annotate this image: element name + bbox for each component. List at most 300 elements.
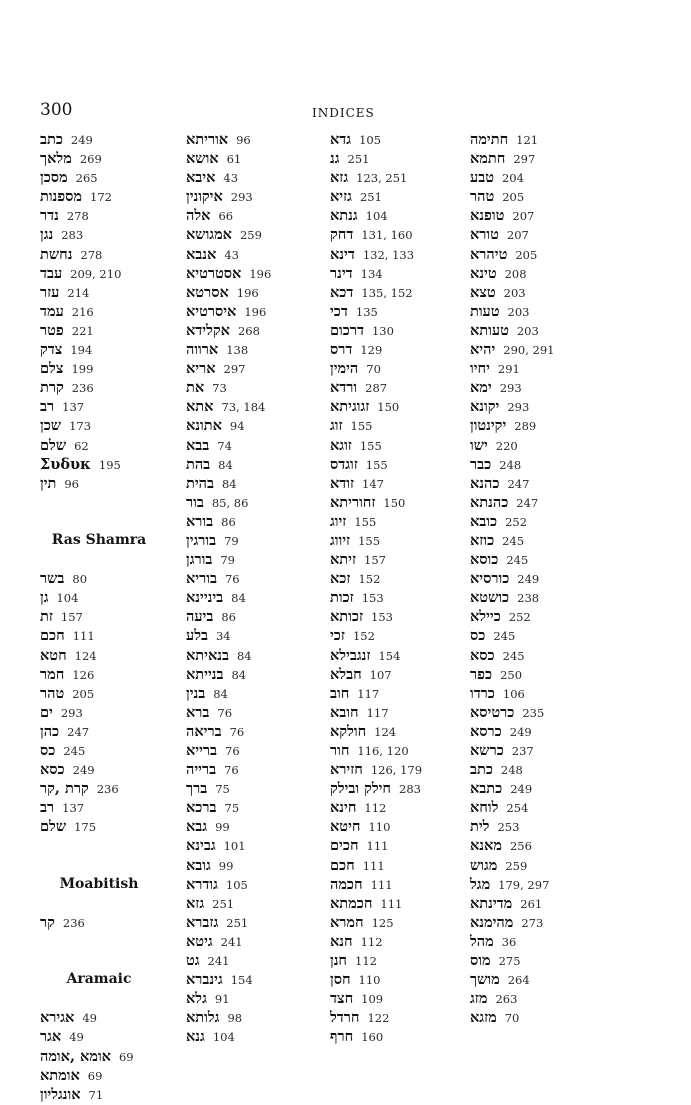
- page-reference: 124: [74, 648, 97, 663]
- page-reference: 80: [72, 572, 88, 587]
- index-word: איקונין: [186, 188, 223, 206]
- index-entry: [330, 817, 465, 836]
- index-entry: [186, 665, 318, 684]
- page-reference: 126, 179: [370, 763, 423, 778]
- page-reference: 252: [508, 610, 531, 625]
- index-entry: [470, 302, 605, 321]
- index-entry: [40, 321, 158, 340]
- index-word: כבר: [470, 455, 492, 473]
- index-entry: [470, 474, 605, 493]
- index-entry: [186, 684, 318, 703]
- index-entry: [186, 225, 318, 244]
- index-word: ברייא: [186, 742, 218, 759]
- index-column-4: [470, 130, 605, 1027]
- page-reference: 196: [236, 285, 259, 300]
- index-word: בלע: [186, 627, 208, 645]
- page-reference: 263: [495, 992, 518, 1007]
- index-word: חכמתא: [330, 894, 373, 912]
- page-reference: 153: [361, 591, 384, 606]
- page-reference: 237: [511, 744, 534, 758]
- page-reference: 203: [516, 323, 539, 338]
- index-word: גן: [40, 589, 49, 607]
- index-word: זנגבילא: [330, 646, 371, 664]
- index-entry: [330, 321, 465, 340]
- page-reference: 43: [223, 171, 239, 186]
- index-entry: [330, 512, 465, 531]
- index-entry: [470, 245, 605, 264]
- index-entry: [470, 455, 605, 474]
- index-entry: [186, 1008, 318, 1027]
- index-entry: [330, 932, 465, 951]
- page-reference: 160: [361, 1030, 384, 1045]
- page-reference: 150: [383, 495, 406, 510]
- index-entry: [330, 798, 465, 817]
- index-entry: [40, 264, 158, 283]
- index-word: תין: [40, 474, 57, 492]
- page-reference: 203: [507, 304, 530, 319]
- index-word: חובא: [330, 703, 359, 721]
- page-reference: 76: [217, 705, 233, 720]
- page-reference: 117: [366, 705, 389, 720]
- index-word: חכם: [330, 856, 355, 874]
- page-reference: 273: [521, 915, 544, 930]
- page-reference: 249: [70, 133, 93, 147]
- index-word: אתונא: [186, 417, 222, 435]
- index-word: אריא: [186, 360, 216, 378]
- page-reference: 256: [509, 839, 532, 854]
- index-word: זוג: [330, 417, 343, 435]
- index-word: כהנתא: [470, 493, 509, 511]
- index-word: דינר: [330, 264, 353, 282]
- index-word: זגוגיתא: [330, 398, 370, 416]
- index-word: שלם: [40, 436, 67, 454]
- index-word: שכן: [40, 417, 62, 435]
- spacer: [40, 512, 158, 531]
- page-reference: 268: [237, 323, 260, 338]
- index-word: נדר: [40, 207, 59, 225]
- index-word: קר: [40, 913, 55, 931]
- index-word: טיהרא: [470, 245, 508, 263]
- index-word: מגל: [470, 875, 491, 893]
- index-entry: [186, 321, 318, 340]
- index-word: גיטא: [186, 932, 213, 950]
- index-entry: [186, 741, 318, 760]
- index-entry: [470, 875, 605, 894]
- index-word: בבא: [186, 436, 210, 454]
- index-word: רב: [40, 799, 55, 817]
- index-word: צדק: [40, 341, 63, 359]
- index-word: גנתא: [330, 207, 358, 225]
- page-reference: 175: [74, 820, 97, 835]
- index-word: ישו: [470, 436, 488, 454]
- page-reference: 235: [522, 705, 545, 720]
- index-word: חכים: [330, 837, 359, 855]
- page-reference: 259: [505, 858, 528, 873]
- page-reference: 236: [96, 782, 119, 797]
- index-word: דינא: [330, 245, 355, 263]
- spacer: [40, 550, 158, 569]
- index-word: ימא: [470, 379, 492, 397]
- page-reference: 241: [220, 934, 243, 949]
- index-word: טצא: [470, 283, 496, 301]
- index-entry: [186, 550, 318, 569]
- index-entry: [470, 531, 605, 550]
- index-entry: [186, 760, 318, 779]
- index-entry: [186, 646, 318, 665]
- index-entry: [40, 1085, 158, 1104]
- index-word: זכותא: [330, 608, 363, 626]
- index-word: אגר: [40, 1028, 62, 1046]
- page-reference: 125: [371, 915, 394, 930]
- index-entry: [330, 646, 465, 665]
- page-reference: 278: [66, 209, 89, 224]
- index-word: כוזא: [470, 531, 495, 549]
- spacer: [40, 894, 158, 913]
- index-entry: [40, 569, 158, 588]
- page-reference: 247: [507, 476, 530, 491]
- page-reference: 111: [72, 629, 95, 644]
- page-reference: 207: [512, 209, 535, 224]
- page-reference: 249: [509, 724, 532, 739]
- index-entry: [186, 817, 318, 836]
- index-entry: [330, 741, 465, 760]
- index-entry: [470, 187, 605, 206]
- page-reference: 96: [236, 133, 251, 147]
- index-entry: [40, 817, 158, 836]
- page-reference: 112: [360, 934, 383, 949]
- index-word: זיתא: [330, 551, 356, 569]
- page-reference: 208: [504, 266, 527, 281]
- page-reference: 150: [377, 400, 400, 415]
- index-word: חרף: [330, 1028, 354, 1046]
- index-word: בנאיתא: [186, 646, 229, 664]
- index-word: טינא: [470, 264, 497, 282]
- page-reference: 251: [359, 190, 382, 205]
- index-word: בור: [186, 493, 204, 511]
- page-reference: 74: [217, 438, 232, 453]
- index-word: יהיא: [470, 341, 496, 359]
- index-word: זיווג: [330, 531, 351, 549]
- running-head: INDICES: [312, 106, 375, 120]
- index-entry: [40, 913, 158, 932]
- index-word: אתא: [186, 398, 214, 416]
- page-reference: 203: [503, 285, 526, 300]
- index-entry: [186, 951, 318, 970]
- index-entry: [470, 684, 605, 703]
- page-reference: 61: [226, 152, 242, 167]
- index-entry: [40, 798, 158, 817]
- index-entry: [330, 607, 465, 626]
- index-entry: [330, 168, 465, 187]
- page-reference: 85, 86: [211, 495, 249, 510]
- index-entry: [470, 779, 605, 798]
- page-reference: 105: [359, 133, 382, 147]
- page-reference: 49: [69, 1030, 84, 1045]
- page-reference: 76: [224, 572, 240, 587]
- index-word: כתבא: [470, 780, 503, 798]
- index-word: טופנא: [470, 207, 505, 225]
- index-word: ברכא: [186, 799, 217, 817]
- index-word: טהר: [470, 188, 495, 206]
- index-word: מזג: [470, 990, 488, 1008]
- index-entry: [470, 856, 605, 875]
- index-entry: [330, 626, 465, 645]
- index-word: ביעה: [186, 608, 214, 626]
- index-entry: [330, 684, 465, 703]
- index-word: מסכן: [40, 169, 68, 187]
- spacer: [40, 951, 158, 970]
- index-entry: [40, 1066, 158, 1085]
- page-reference: 278: [80, 247, 103, 262]
- index-entry: [40, 168, 158, 187]
- page-reference: 104: [56, 591, 79, 606]
- index-word: בשר: [40, 570, 65, 588]
- index-entry: [330, 149, 465, 168]
- index-word: חנן: [330, 952, 347, 970]
- index-entry: [186, 1027, 318, 1046]
- index-entry: [40, 130, 158, 149]
- index-word: חתמא: [470, 150, 506, 168]
- page-reference: 135, 152: [361, 285, 413, 300]
- index-entry: [470, 951, 605, 970]
- index-entry: [470, 798, 605, 817]
- index-entry: [470, 416, 605, 435]
- index-entry: [40, 149, 158, 168]
- index-entry: [186, 798, 318, 817]
- index-word: חילק ובילק: [330, 780, 392, 798]
- index-entry: [186, 340, 318, 359]
- index-entry: [330, 455, 465, 474]
- index-entry: [330, 493, 465, 512]
- index-word: צלם: [40, 360, 64, 378]
- index-entry: [186, 130, 318, 149]
- index-word: חור: [330, 742, 350, 759]
- index-word: כהנא: [470, 474, 500, 492]
- page-reference: 84: [231, 667, 247, 682]
- index-word: מדינתא: [470, 894, 513, 912]
- index-entry: [330, 416, 465, 435]
- index-word: חסן: [330, 971, 351, 989]
- index-entry: [40, 225, 158, 244]
- page-reference: 154: [230, 973, 253, 988]
- index-word: טהר: [40, 684, 65, 702]
- page-reference: 104: [365, 209, 388, 224]
- index-word: זחוריתא: [330, 493, 376, 511]
- page-reference: 155: [350, 419, 373, 434]
- page-reference: 249: [72, 763, 95, 778]
- index-entry: [186, 455, 318, 474]
- page-reference: 220: [495, 438, 518, 453]
- index-word: בורגן: [186, 551, 213, 569]
- page-reference: 199: [71, 362, 94, 377]
- page-reference: 99: [218, 858, 234, 873]
- index-word: כושטא: [470, 589, 510, 607]
- index-entry: [40, 665, 158, 684]
- page-reference: 121: [516, 133, 539, 147]
- index-word: מגוש: [470, 856, 498, 874]
- index-entry: [40, 588, 158, 607]
- index-word: גדא: [330, 131, 352, 148]
- index-entry: [330, 760, 465, 779]
- index-word: חטא: [40, 646, 67, 664]
- page-reference: 157: [364, 553, 386, 568]
- index-word: דכי: [330, 302, 348, 320]
- index-word: חמר: [40, 665, 65, 683]
- index-entry: [470, 626, 605, 645]
- index-word: אלה: [186, 207, 211, 225]
- page-reference: 265: [75, 171, 98, 186]
- index-word: גובא: [186, 856, 211, 874]
- page-reference: 157: [60, 610, 83, 625]
- page-reference: 79: [220, 553, 235, 568]
- index-word: גט: [186, 952, 200, 970]
- page-reference: 84: [213, 686, 228, 701]
- index-entry: [470, 913, 605, 932]
- index-entry: [186, 894, 318, 913]
- page-reference: 132, 133: [362, 247, 415, 262]
- index-word: טבע: [470, 169, 494, 187]
- page-reference: 250: [500, 667, 523, 682]
- index-word: דרכום: [330, 321, 364, 339]
- index-word: לית: [470, 818, 490, 836]
- index-word: את: [186, 379, 205, 397]
- index-entry: [330, 359, 465, 378]
- index-entry: [330, 474, 465, 493]
- index-entry: [330, 283, 465, 302]
- index-entry: [330, 779, 465, 798]
- index-word: גנ: [330, 150, 340, 168]
- index-entry: [330, 894, 465, 913]
- index-word: חולקא: [330, 722, 367, 740]
- page-reference: 73: [212, 381, 227, 396]
- section-heading: Aramaic: [66, 971, 132, 988]
- page-reference: 251: [212, 896, 235, 911]
- index-entry: [40, 206, 158, 225]
- page-reference: 216: [71, 304, 94, 319]
- index-word: חצד: [330, 990, 354, 1008]
- index-word: כרדו: [470, 684, 495, 702]
- page-reference: 194: [70, 343, 93, 358]
- index-entry: [470, 760, 605, 779]
- index-word: דרס: [330, 341, 353, 359]
- page-reference: 134: [360, 266, 383, 281]
- index-word: בנייתא: [186, 665, 224, 683]
- index-word: אקלידא: [186, 321, 230, 339]
- page-reference: 112: [355, 954, 377, 969]
- index-word: אנבא: [186, 245, 217, 263]
- index-entry: [470, 703, 605, 722]
- index-word: רב: [40, 398, 55, 416]
- page-reference: 111: [366, 839, 389, 854]
- page-reference: 137: [62, 400, 85, 415]
- index-entry: [470, 264, 605, 283]
- index-entry: [330, 588, 465, 607]
- page-reference: 251: [226, 915, 249, 930]
- page-reference: 86: [221, 610, 236, 625]
- index-word: חזירא: [330, 761, 363, 779]
- index-entry: [40, 283, 158, 302]
- page-reference: 62: [74, 438, 89, 453]
- section-heading: Moabitish: [59, 875, 139, 892]
- index-word: מושך: [470, 971, 500, 989]
- index-entry: [186, 416, 318, 435]
- page-reference: 172: [90, 190, 112, 205]
- index-entry: [186, 703, 318, 722]
- page-reference: 249: [517, 572, 540, 587]
- index-entry: [330, 989, 465, 1008]
- index-entry: [40, 436, 158, 455]
- page-reference: 110: [358, 973, 381, 988]
- index-word: חמרא: [330, 913, 364, 931]
- page-reference: 205: [72, 686, 95, 701]
- index-entry: [330, 397, 465, 416]
- page-reference: 290, 291: [503, 343, 555, 358]
- page-reference: 205: [502, 190, 525, 205]
- index-entry: [40, 359, 158, 378]
- page-reference: 111: [370, 877, 393, 892]
- index-word: זיוג: [330, 512, 347, 530]
- page-reference: 236: [62, 915, 85, 930]
- index-entry: [40, 626, 158, 645]
- index-entry: [186, 397, 318, 416]
- page-reference: 111: [362, 858, 385, 873]
- page-reference: 245: [502, 648, 525, 663]
- page-reference: 293: [230, 190, 253, 205]
- page-reference: 248: [500, 763, 523, 778]
- index-entry: [40, 397, 158, 416]
- index-entry: [470, 1008, 605, 1027]
- index-entry: [186, 474, 318, 493]
- page-reference: 107: [369, 667, 392, 682]
- index-word: מאנא: [470, 837, 502, 855]
- index-word: מהימנא: [470, 913, 514, 931]
- index-entry: [186, 722, 318, 741]
- index-word: כסא: [470, 646, 495, 664]
- page-reference: 69: [118, 1049, 134, 1064]
- index-entry: [40, 416, 158, 435]
- page-reference: 155: [354, 514, 377, 529]
- index-word: בורגין: [186, 531, 217, 549]
- index-word: גזברא: [186, 913, 219, 931]
- index-entry: [330, 569, 465, 588]
- index-word: גזא: [330, 169, 349, 187]
- index-word: אסרטא: [186, 283, 229, 301]
- index-word: חינא: [330, 799, 357, 817]
- page-reference: 287: [365, 381, 388, 396]
- page-number: 300: [40, 100, 73, 120]
- index-word: גלא: [186, 990, 207, 1008]
- index-entry: [470, 588, 605, 607]
- index-word: כס: [40, 742, 56, 759]
- index-word: כסא: [40, 761, 65, 779]
- page-reference: 49: [82, 1011, 97, 1026]
- page-reference: 73, 184: [221, 400, 266, 415]
- page-reference: 251: [347, 152, 370, 167]
- index-entry: [330, 1027, 465, 1046]
- index-word: כפר: [470, 665, 493, 683]
- index-word: חרדל: [330, 1009, 360, 1027]
- index-word: גודרא: [186, 875, 218, 893]
- page-reference: 112: [364, 801, 387, 816]
- index-entry: [330, 665, 465, 684]
- index-word: כורסיא: [470, 570, 510, 588]
- index-word: זוגא: [330, 436, 352, 454]
- index-word: פטר: [40, 321, 64, 339]
- index-entry: [330, 550, 465, 569]
- index-entry: [186, 493, 318, 512]
- index-word: גינברא: [186, 971, 223, 989]
- page-reference: 86: [221, 514, 236, 529]
